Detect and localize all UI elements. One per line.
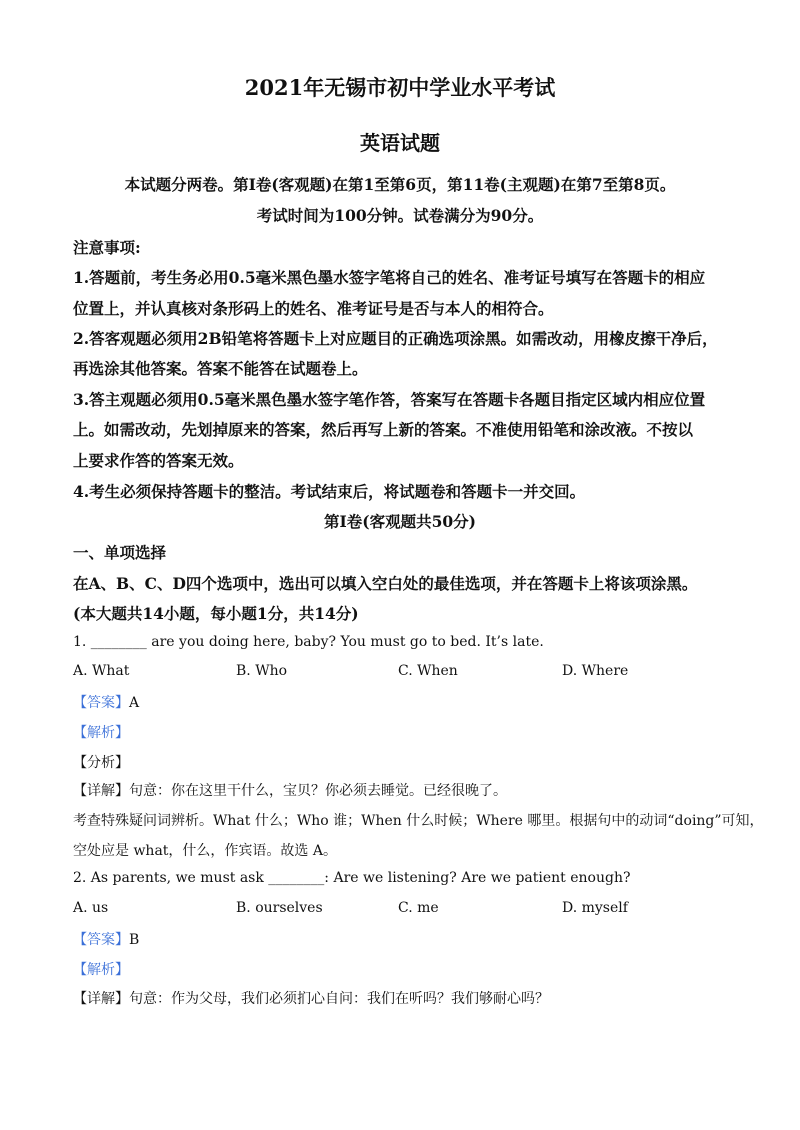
section-instruction-count: (本大题共14小题，每小题1分，共14分) — [73, 604, 359, 623]
note-line: 上。如需改动，先划掉原来的答案，然后再写上新的答案。不准使用铅笔和涂改液。不按以 — [73, 420, 694, 439]
detail-tag: 【详解】 — [73, 991, 129, 1007]
intro-line-1: 本试题分两卷。第I卷(客观题)在第1至第6页，第11卷(主观题)在第7至第8页。 — [124, 175, 676, 194]
note-line: 1.答题前，考生务必用0.5毫米黑色墨水签字笔将自己的姓名、准考证号填写在答题卡的相应 — [73, 268, 706, 287]
option-a: A. us — [73, 900, 109, 916]
note-line: 2.答客观题必须用2B铅笔将答题卡上对应题目的正确选项涂黑。如需改动，用橡皮擦干净后， — [73, 329, 718, 348]
explanation-line: 空处应是 what，什么，作宾语。故选 A。 — [73, 843, 337, 859]
detail-text: 句意：作为父母，我们必须扪心自问：我们在听吗？我们够耐心吗？ — [129, 991, 549, 1007]
option-a: A. What — [73, 663, 130, 679]
detail-row — [73, 988, 549, 1008]
note-line: 上要求作答的答案无效。 — [73, 451, 244, 470]
answer-value: A — [129, 695, 140, 711]
detail-tag: 【详解】 — [73, 783, 129, 799]
answer-value: B — [129, 932, 140, 948]
page-subtitle: 英语试题 — [360, 131, 440, 155]
page-title: 2021年无锡市初中学业水平考试 — [244, 75, 556, 100]
detail-row — [73, 780, 507, 800]
section-instruction: 在A、B、C、D四个选项中，选出可以填入空白处的最佳选项，并在答题卡上将该项涂黑。 — [73, 574, 698, 593]
note-line: 4.考生必须保持答题卡的整洁。考试结束后，将试题卷和答题卡一并交回。 — [73, 482, 586, 501]
note-line: 位置上，并认真核对条形码上的姓名、准考证号是否与本人的相符合。 — [73, 299, 554, 318]
section-heading: 第I卷(客观题共50分) — [324, 512, 476, 531]
answer-row — [73, 692, 139, 712]
option-b: B. Who — [236, 663, 288, 679]
part-heading: 一、单项选择 — [73, 543, 167, 562]
fenxi-tag: 【分析】 — [73, 755, 129, 771]
answer-tag: 【答案】 — [73, 932, 129, 948]
notes-heading: 注意事项: — [73, 238, 141, 257]
analysis-tag: 【解析】 — [73, 962, 129, 978]
explanation-line: 考查特殊疑问词辨析。What 什么；Who 谁；When 什么时候；Where 哪里。根据句中的动词“doing”可知， — [73, 813, 764, 829]
answer-row — [73, 929, 139, 949]
note-line: 3.答主观题必须用0.5毫米黑色墨水签字笔作答，答案写在答题卡各题目指定区域内相应位置 — [73, 390, 706, 409]
question-stem: 2. As parents, we must ask ________: Are we listening? Are we patient enough? — [73, 870, 631, 886]
answer-tag: 【答案】 — [73, 695, 129, 711]
option-c: C. me — [398, 900, 439, 916]
detail-text: 句意：你在这里干什么，宝贝？你必须去睡觉。已经很晚了。 — [129, 783, 507, 799]
option-c: C. When — [398, 663, 458, 679]
option-b: B. ourselves — [236, 900, 323, 916]
intro-line-2: 考试时间为100分钟。试卷满分为90分。 — [256, 206, 544, 225]
question-stem: 1. ________ are you doing here, baby? You must go to bed. It’s late. — [73, 634, 544, 650]
option-d: D. Where — [562, 663, 629, 679]
option-d: D. myself — [562, 900, 628, 916]
analysis-tag: 【解析】 — [73, 725, 129, 741]
note-line: 再选涂其他答案。答案不能答在试题卷上。 — [73, 359, 368, 378]
